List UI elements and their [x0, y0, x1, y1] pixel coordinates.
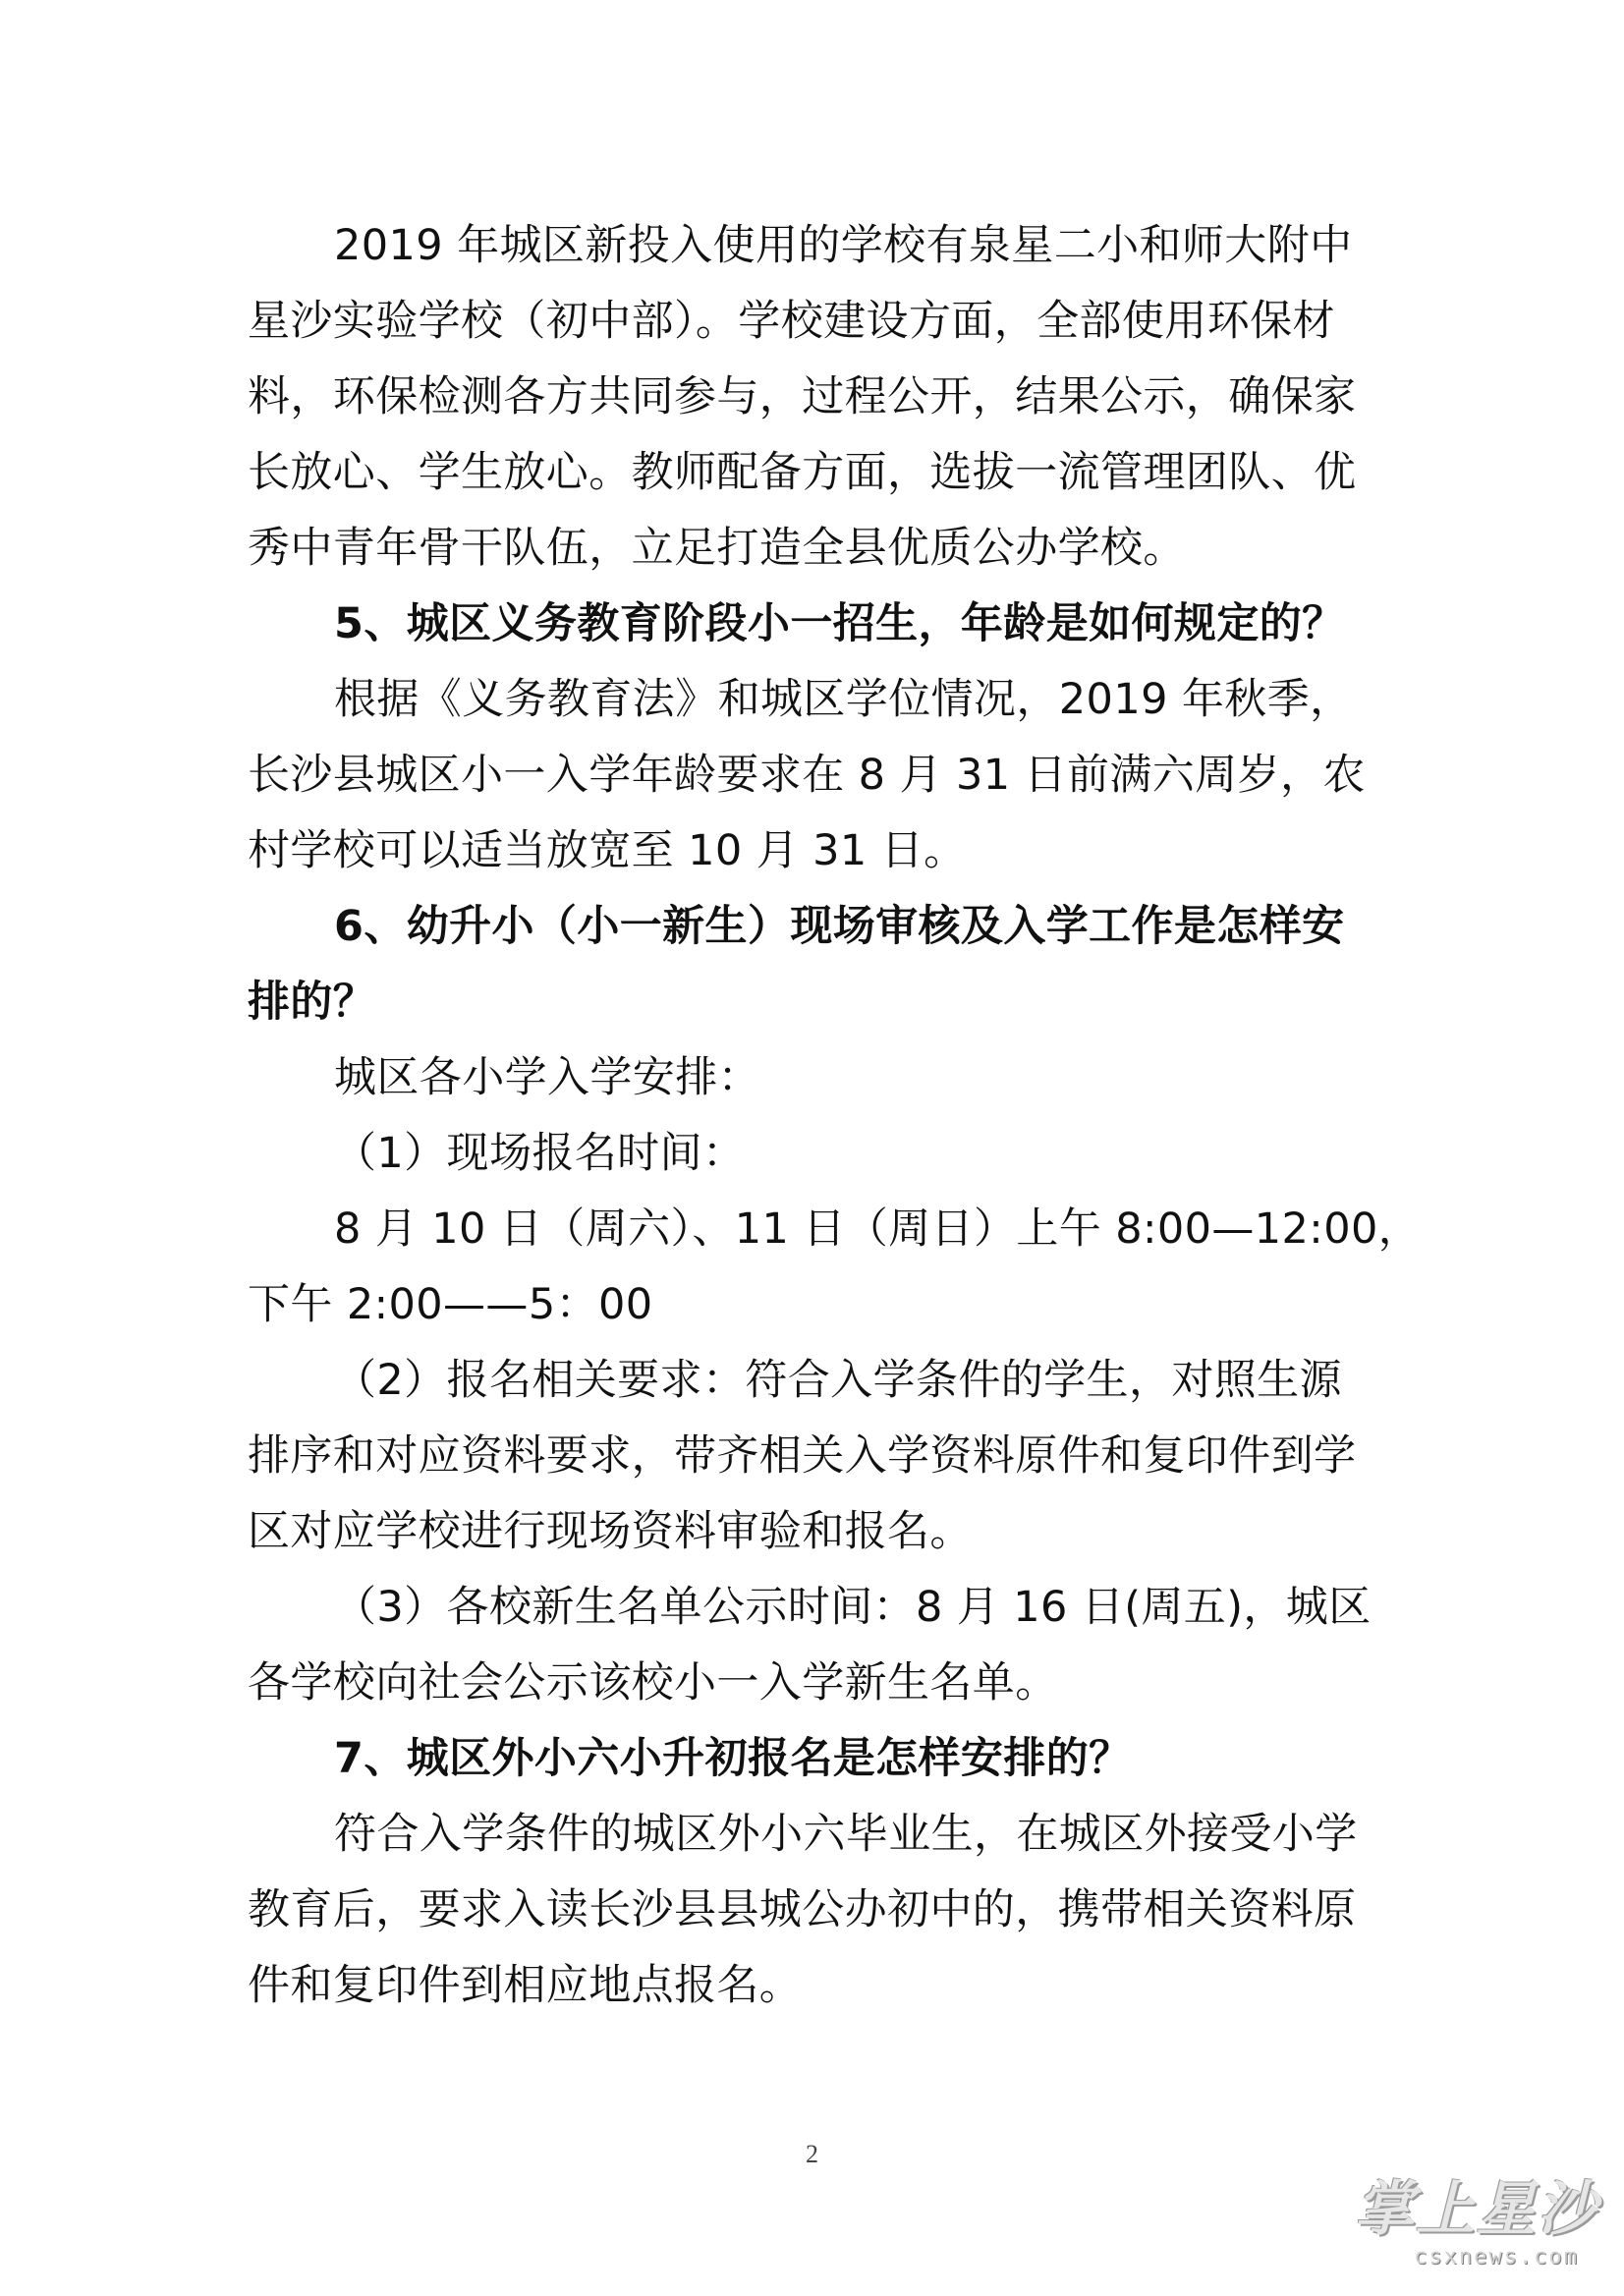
text-line: 教育后，要求入读长沙县县城公办初中的，携带相关资料原 [248, 1885, 1357, 1934]
text-line: （2）报名相关要求：符合入学条件的学生，对照生源 [334, 1356, 1342, 1405]
text-line: 各学校向社会公示该校小一入学新生名单。 [248, 1658, 1058, 1708]
watermark-logo [1353, 2174, 1598, 2282]
text-line: 村学校可以适当放宽至 10 月 31 日。 [248, 826, 967, 875]
text-line: 符合入学条件的城区外小六毕业生，在城区外接受小学 [334, 1810, 1358, 1859]
heading-line: 7、城区外小六小升初报名是怎样安排的？ [334, 1734, 1132, 1783]
text-line: （3）各校新生名单公示时间：8 月 16 日(周五)，城区 [334, 1583, 1372, 1632]
paragraph-new-schools [248, 208, 1387, 587]
text-line: 件和复印件到相应地点报名。 [248, 1961, 803, 2010]
text-line: 秀中青年骨干队伍，立足打造全县优质公办学校。 [248, 524, 1186, 573]
text-line: 根据《义务教育法》和城区学位情况，2019 年秋季， [334, 675, 1353, 724]
page-number: 2 [806, 2140, 818, 2168]
heading-line: 5、城区义务教育阶段小一招生，年龄是如何规定的？ [334, 599, 1345, 648]
text-line: 8 月 10 日（周六）、11 日（周日）上午 8:00—12:00， [334, 1204, 1422, 1254]
paragraph-item-2-requirements [248, 1343, 1387, 1570]
watermark-title: 掌上星沙 [1355, 2175, 1598, 2244]
text-line: 长放心、学生放心。教师配备方面，选拔一流管理团队、优 [248, 448, 1357, 497]
paragraph-item-1-title [248, 1116, 1387, 1192]
watermark-url: csxnews.com [1414, 2245, 1579, 2269]
document-body [248, 208, 1422, 2024]
paragraph-arrangement-intro [248, 1040, 1387, 1116]
text-line: 料，环保检测各方共同参与，过程公开，结果公示，确保家 [248, 372, 1357, 421]
paragraph-registration-time [248, 1192, 1422, 1343]
heading-question-6 [248, 889, 1387, 1040]
paragraph-age-rule [248, 662, 1387, 889]
text-line: 区对应学校进行现场资料审验和报名。 [248, 1507, 973, 1556]
text-line: （1）现场报名时间： [334, 1129, 746, 1178]
paragraph-item-3-publicity [248, 1570, 1387, 1721]
heading-question-7 [248, 1721, 1387, 1797]
text-line: 2019 年城区新投入使用的学校有泉星二小和师大附中 [334, 221, 1353, 270]
text-line: 城区各小学入学安排： [334, 1053, 760, 1102]
text-line: 下午 2:00——5：00 [248, 1280, 653, 1329]
text-line: 星沙实验学校（初中部）。学校建设方面，全部使用环保材 [248, 297, 1335, 346]
text-line: 长沙县城区小一入学年龄要求在 8 月 31 日前满六周岁，农 [248, 751, 1366, 800]
text-line: 排序和对应资料要求，带齐相关入学资料原件和复印件到学 [248, 1431, 1357, 1481]
heading-line: 排的？ [248, 978, 376, 1027]
paragraph-out-of-district [248, 1797, 1387, 2024]
heading-question-5 [248, 587, 1387, 662]
heading-line: 6、幼升小（小一新生）现场审核及入学工作是怎样安 [334, 902, 1345, 951]
